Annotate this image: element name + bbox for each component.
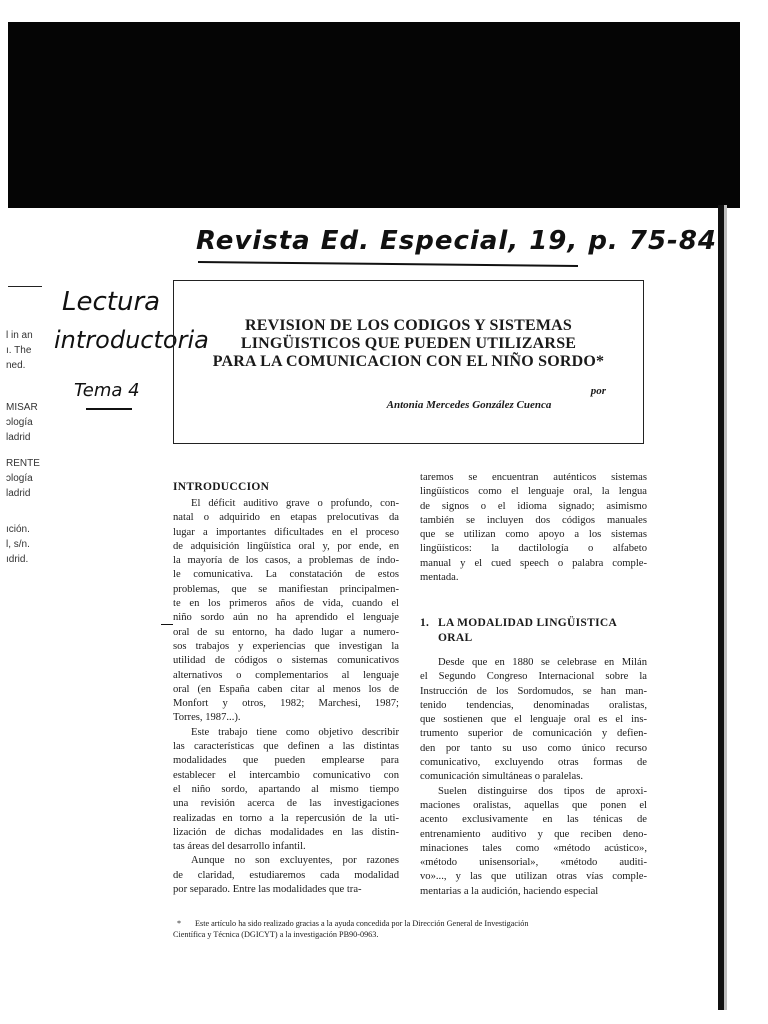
text-line: establecer el intercambio comunicativo con	[173, 769, 399, 781]
author-por: por	[590, 385, 606, 397]
margin-fragment: ıción.	[6, 524, 30, 535]
text-line: minaciones tales como «método acústico»,	[420, 842, 647, 854]
scan-black-band	[8, 22, 740, 208]
left-margin-rule	[8, 286, 42, 287]
text-line: una revisión acerca de las investigaciones	[173, 798, 399, 810]
text-line: comunicativo, excluyendo otras formas de	[420, 757, 647, 769]
text-line: de claridad, estudiaremos cada modalidad	[173, 869, 399, 881]
left-column	[173, 497, 399, 897]
text-line: lingüísticos: la dactilología o alfabeto	[420, 543, 647, 555]
handwritten-tema: Tema 4	[74, 380, 140, 401]
text-line: manual y el cued speech o palabra comple-	[420, 557, 647, 569]
margin-mark	[161, 624, 173, 625]
text-line: El déficit auditivo grave o profundo, con-	[191, 498, 399, 509]
paragraph	[173, 854, 399, 897]
text-line: le comunicativa. La constatación de estos	[173, 569, 399, 581]
title-line: REVISION DE LOS CODIGOS Y SISTEMAS	[244, 317, 573, 334]
text-line: oral (en España caben citar al menos los de	[173, 683, 399, 695]
text-line: Este trabajo tiene como objetivo describir	[191, 726, 399, 738]
text-line: Desde que en 1880 se celebrase en Milán	[438, 657, 647, 668]
text-line: alternativos o complementarios al lenguaje	[173, 669, 399, 681]
title-line: LINGÜISTICOS QUE PUEDEN UTILIZARSE	[240, 335, 577, 352]
page-edge-gray	[724, 205, 727, 1010]
margin-fragment: MISAR	[6, 402, 38, 413]
margin-fragment: l in an	[6, 330, 33, 341]
margin-fragment: ladrid	[6, 432, 31, 443]
paragraph	[420, 471, 647, 585]
footnote-line: Este artículo ha sido realizado gracias a la ayuda concedida por la Dirección General de Investigación	[195, 919, 529, 928]
text-line: de signos o el idioma signado; asimismo	[420, 500, 647, 512]
text-line: el Segundo Congreso Internacional sobre la	[420, 671, 647, 683]
text-line: realizadas en torno a la repercusión de la uti-	[173, 812, 399, 824]
paragraph	[173, 726, 399, 855]
text-line: entrenamiento auditivo y que reciben deno-	[420, 828, 647, 840]
text-line: niño sordo aún no ha aprendido el lenguaje	[173, 612, 399, 624]
text-line: la mayoría de los casos, a problemas de índo-	[173, 555, 399, 567]
margin-fragment: ned.	[6, 360, 26, 371]
section-number: 1.	[420, 617, 430, 629]
text-line: tas áreas del desarrollo infantil.	[173, 841, 306, 853]
margin-fragment: ıdrid.	[6, 554, 29, 565]
text-line: vo»..., y las que utilizan otras vías comple-	[420, 871, 647, 883]
paragraph	[420, 656, 647, 785]
text-line: también se incluyen dos códigos manuales	[420, 514, 647, 526]
footnote	[173, 918, 647, 940]
text-line: utilidad de códigos o sistemas comunicativos	[173, 655, 399, 667]
text-line: oral de su entorno, ha dado lugar a numero-	[173, 626, 399, 638]
handwritten-introductoria: introductoria	[54, 326, 209, 354]
handwritten-tema-underline	[86, 408, 132, 410]
text-line: natal o adquirido en etapas prelocutivas da	[173, 512, 399, 524]
text-line: «método unisensorial», «método auditi-	[420, 857, 647, 869]
text-line: maciones oralistas, aquellas que ponen el	[420, 799, 647, 811]
margin-fragment: l, s/n.	[6, 539, 30, 550]
text-line: que se utilizan como apoyo a los sistemas	[420, 529, 647, 541]
text-line: tenido tendencias, denominadas oralistas,	[420, 699, 647, 711]
text-line: trumento superior de comunicación y defien-	[420, 728, 647, 740]
handwritten-reference: Revista Ed. Especial, 19, p. 75-84	[196, 226, 718, 256]
text-line: que sostienen que el lenguaje oral es el ins-	[420, 714, 647, 726]
text-line: te en los primeros años de vida, cuando el	[173, 598, 399, 610]
section-heading	[420, 616, 648, 646]
text-line: el niño sordo, apartando al mismo tiempo	[173, 783, 399, 795]
text-line: lugar a importantes dificultades en el proceso	[173, 526, 399, 538]
text-line: Instrucción de los Sordomudos, se han man-	[420, 685, 647, 697]
right-column	[420, 471, 647, 585]
footnote-line: Científica y Técnica (DGICYT) a la investigación PB90-0963.	[173, 930, 379, 939]
text-line: lización de dichas modalidades en las distin-	[173, 826, 399, 838]
text-line: Aunque no son excluyentes, por razones	[191, 855, 399, 867]
footnote-marker: *	[177, 919, 182, 928]
text-line: taremos se encuentran auténticos sistemas	[420, 472, 647, 483]
section-title-line: LA MODALIDAD LINGÜISTICA	[438, 617, 618, 629]
right-column-body	[420, 656, 647, 899]
margin-fragment: ɔlogía	[6, 473, 33, 484]
margin-fragment: RENTE	[6, 458, 40, 469]
title-line: PARA LA COMUNICACION CON EL NIÑO SORDO*	[212, 353, 605, 370]
margin-fragment: ladrid	[6, 488, 31, 499]
text-line: acento exclusivamente en las ténicas de	[420, 814, 647, 826]
author-name: Antonia Mercedes González Cuenca	[386, 399, 552, 411]
text-line: Torres, 1987...).	[173, 712, 241, 724]
article-title	[174, 317, 643, 371]
text-line: las características que definen a las distintas	[173, 741, 399, 753]
text-line: modalidades que pueden emplearse para	[173, 755, 399, 767]
text-line: problemas, que se manifiestan principalmen-	[173, 583, 399, 595]
text-line: comunicación simultáneas o paralelas.	[420, 771, 583, 783]
text-line: Monfort y otros, 1982; Marchesi, 1987;	[173, 698, 399, 710]
paragraph	[173, 497, 399, 726]
text-line: den por tanto su uso como único recurso	[420, 742, 647, 754]
article-title-box	[173, 280, 644, 444]
text-line: sos trabajos y experiencias que investigan la	[173, 640, 399, 652]
margin-fragment: ɔlogía	[6, 417, 33, 428]
margin-fragment: ı. The	[6, 345, 32, 356]
text-line: lingüísticos como el lenguaje oral, la lengua	[420, 486, 647, 498]
handwritten-lectura: Lectura	[62, 287, 161, 317]
text-line: Suelen distinguirse dos tipos de aproxi-	[438, 785, 647, 797]
section-title-line: ORAL	[438, 632, 473, 644]
text-line: de adquisición lingüística oral y, por ende, en	[173, 540, 399, 552]
intro-heading: INTRODUCCION	[173, 481, 270, 493]
text-line: mentarias a la audición, haciendo especial	[420, 885, 599, 897]
paragraph	[420, 785, 647, 899]
handwritten-reference-underline	[198, 261, 578, 267]
text-line: por separado. Entre las modalidades que tra-	[173, 884, 362, 896]
text-line: mentada.	[420, 572, 459, 584]
